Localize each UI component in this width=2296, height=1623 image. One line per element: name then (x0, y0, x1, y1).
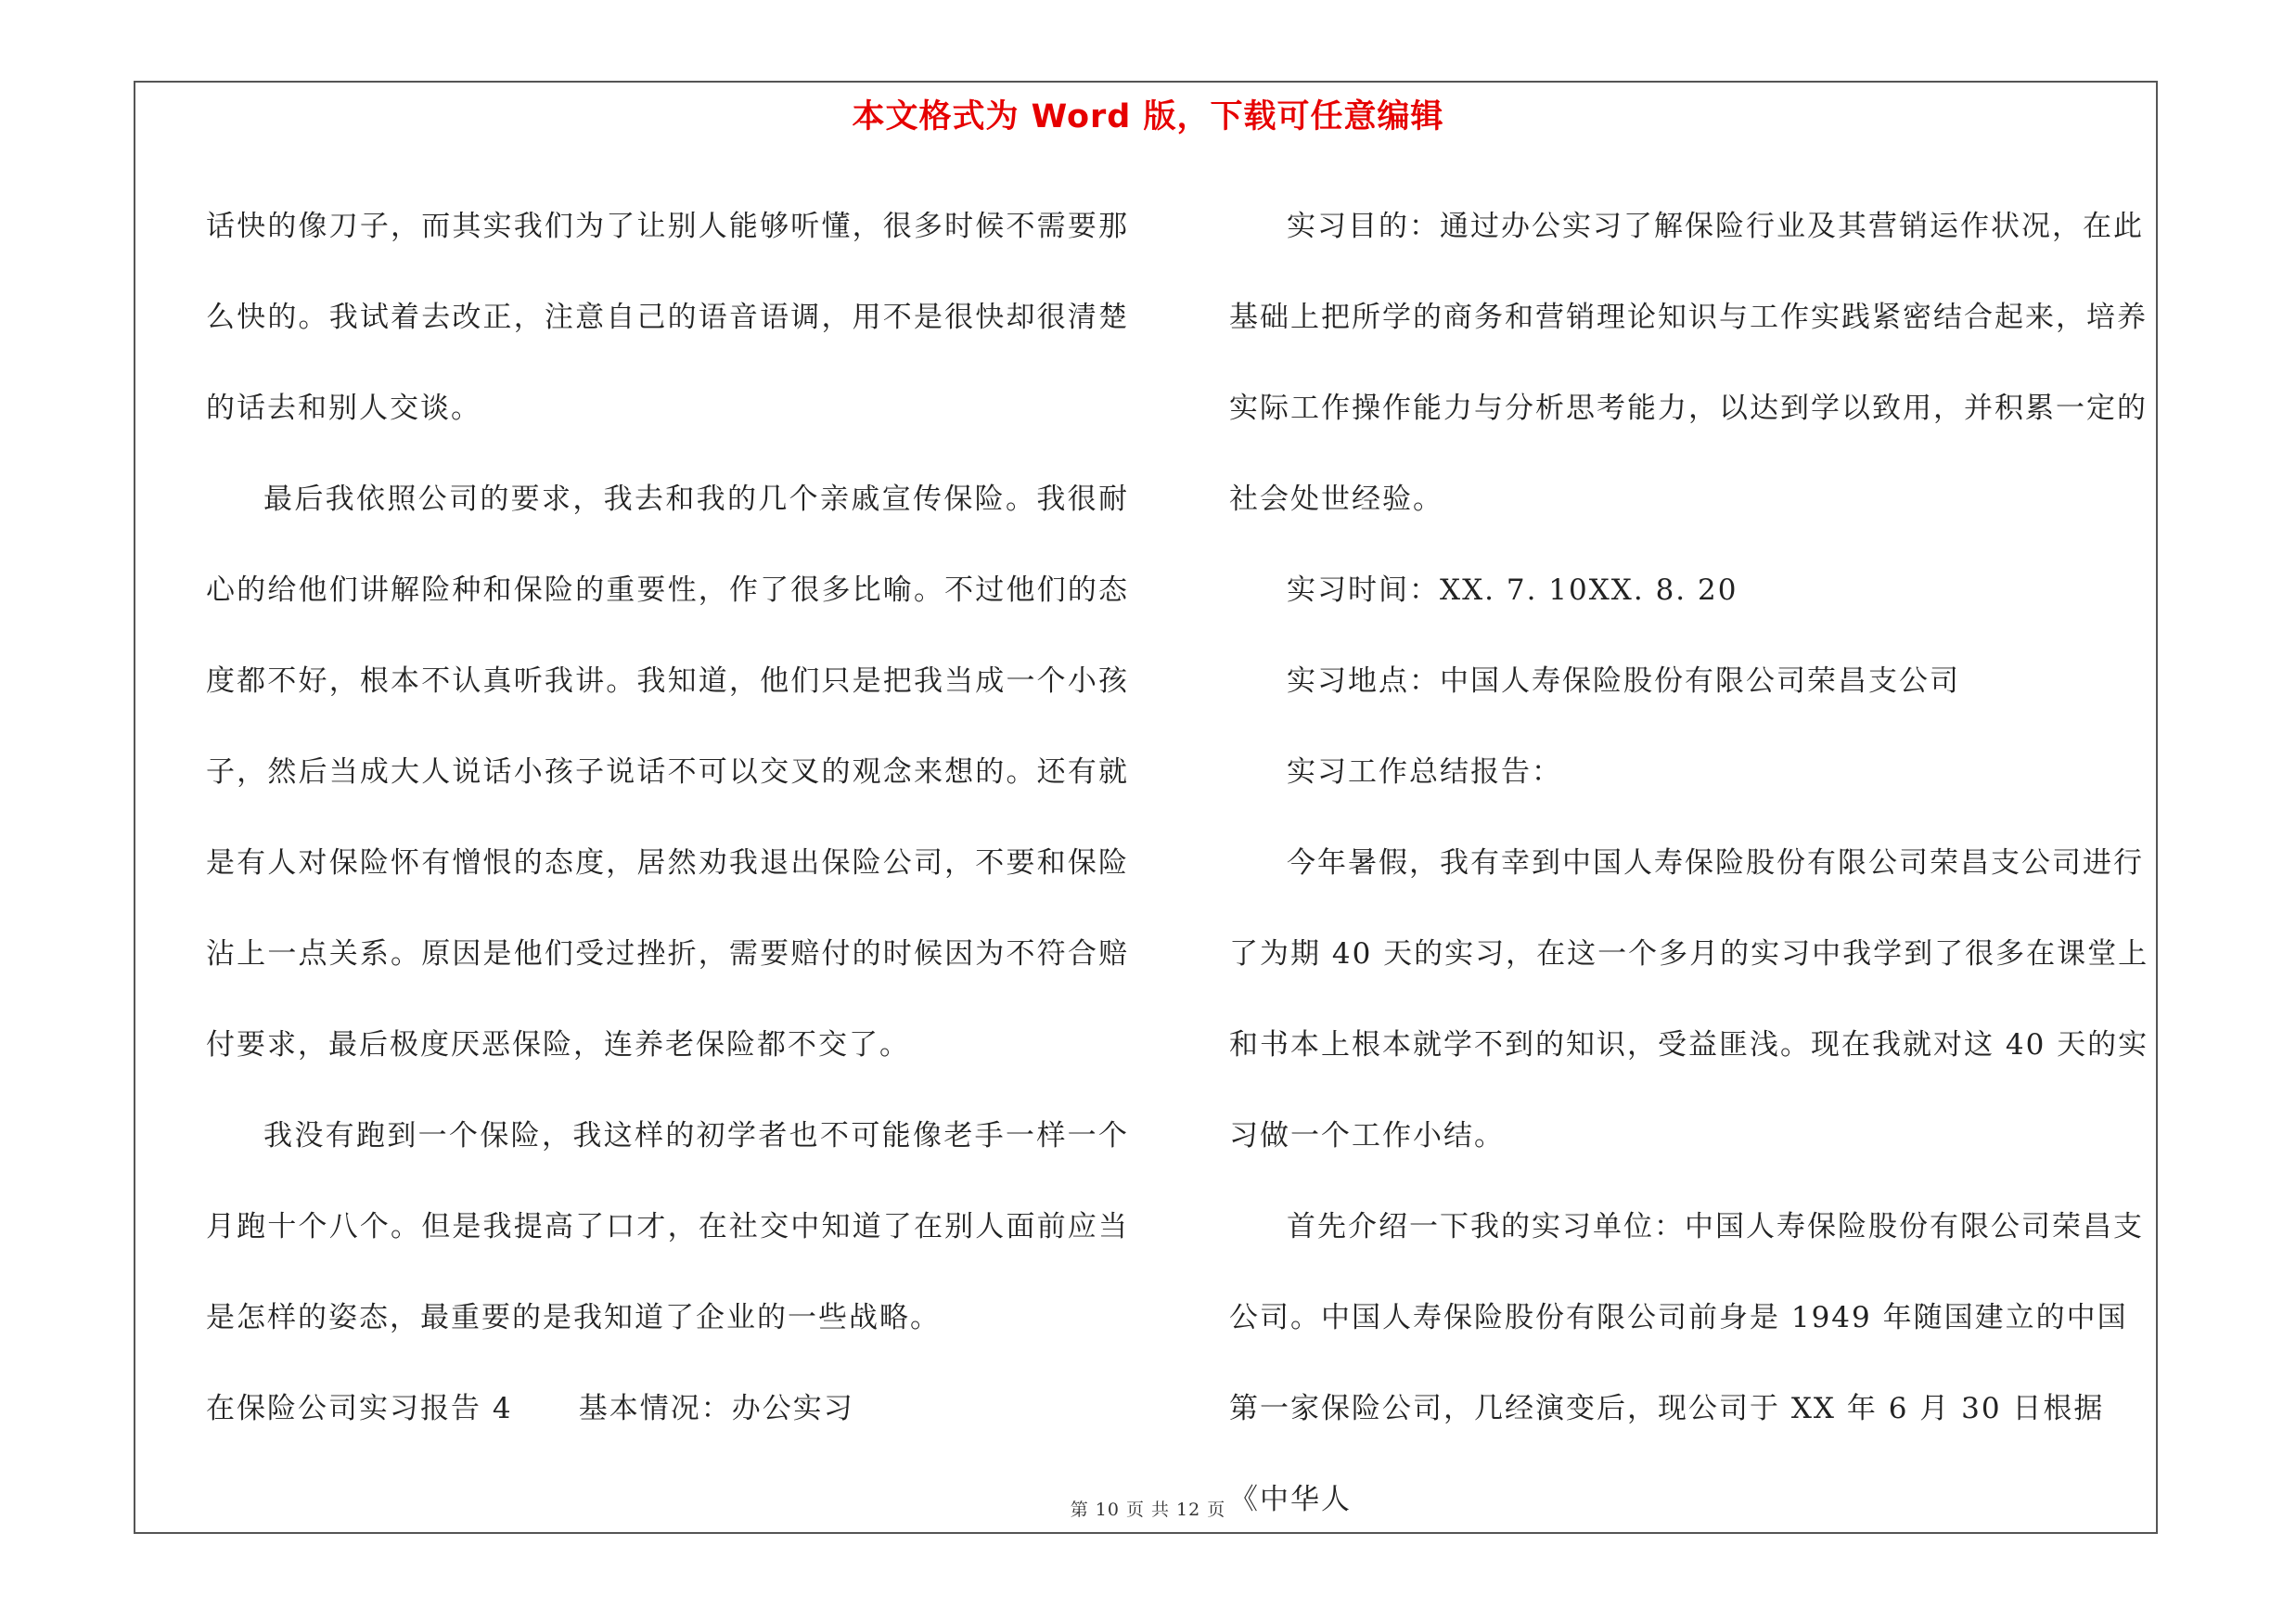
basic-info-text: 基本情况：办公实习 (578, 1392, 854, 1425)
paragraph: 今年暑假，我有幸到中国人寿保险股份有限公司荣昌支公司进行了为期 40 天的实习，在这一个多月的实习中我学到了很多在课堂上和书本上根本就学不到的知识，受益匪浅。现在我就对这 40 天的实习做一个工作小结。 (1229, 846, 2149, 1153)
paragraph: 实习目的：通过办公实习了解保险行业及其营销运作状况，在此基础上把所学的商务和营销理论知识与工作实践紧密结合起来，培养实际工作操作能力与分析思考能力，以达到学以致用，并积累一定的社会处世经验。 (1229, 210, 2148, 516)
paragraph: 实习时间：XX. 7. 10XX. 8. 20 (1287, 573, 1738, 607)
paragraph: 话快的像刀子，而其实我们为了让别人能够听懂，很多时候不需要那么快的。我试着去改正，注意自己的语音语调，用不是很快却很清楚的话去和别人交谈。 (206, 210, 1129, 425)
section-heading-line (206, 1363, 1129, 1454)
paragraph: 首先介绍一下我的实习单位：中国人寿保险股份有限公司荣昌支公司。中国人寿保险股份有限公司前身是 1949 年随国建立的中国第一家保险公司，几经演变后，现公司于 XX 年 6 月 30 日根据《中华人 (1229, 1210, 2144, 1516)
format-notice-banner: 本文格式为 Word 版，下载可任意编辑 (852, 98, 1444, 135)
paragraph: 实习地点：中国人寿保险股份有限公司荣昌支公司 (1287, 664, 1960, 698)
paragraph: 我没有跑到一个保险，我这样的初学者也不可能像老手一样一个月跑十个八个。但是我提高了口才，在社交中知道了在别人面前应当是怎样的姿态，最重要的是我知道了企业的一些战略。 (206, 1119, 1129, 1334)
page-number: 第 10 页 共 12 页 (1070, 1500, 1226, 1520)
left-column (206, 181, 1129, 1454)
paragraph: 实习工作总结报告： (1287, 755, 1562, 789)
paragraph: 最后我依照公司的要求，我去和我的几个亲戚宣传保险。我很耐心的给他们讲解险种和保险的重要性，作了很多比喻。不过他们的态度都不好，根本不认真听我讲。我知道，他们只是把我当成一个小孩子，然后当成大人说话小孩子说话不可以交叉的观念来想的。还有就是有人对保险怀有憎恨的态度，居然劝我退出保险公司，不要和保险沾上一点关系。原因是他们受过挫折，需要赔付的时候因为不符合赔付要求，最后极度厌恶保险，连养老保险都不交了。 (206, 483, 1129, 1062)
right-column (1229, 181, 2152, 1545)
report-title: 在保险公司实习报告 4 (206, 1392, 513, 1425)
